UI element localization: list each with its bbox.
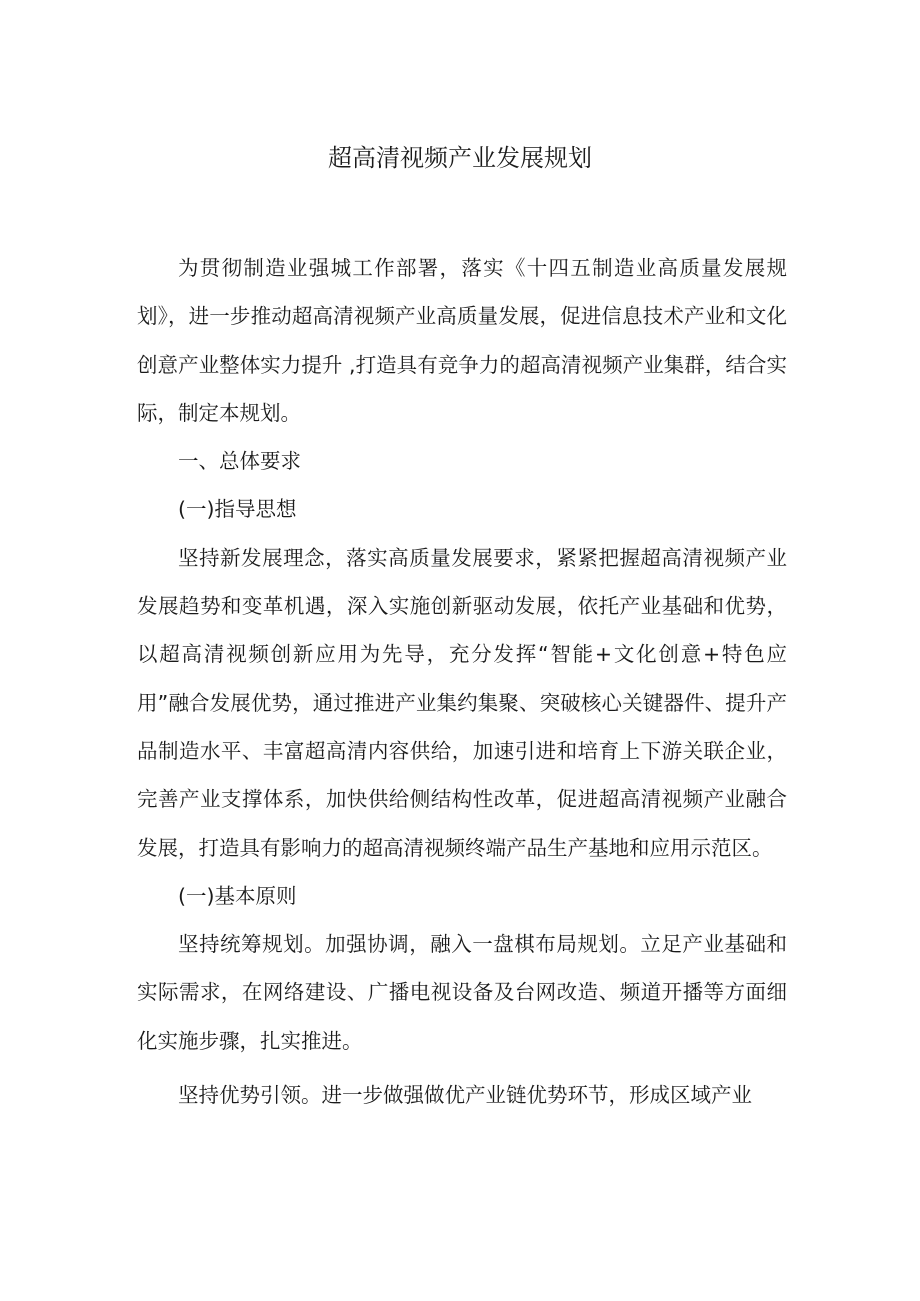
principle-paragraph: 坚持优势引领。进一步做强做优产业链优势环节，形成区域产业 — [178, 1083, 752, 1108]
section-heading-overall-requirements: 一、总体要求 — [178, 449, 301, 474]
document-body — [137, 244, 787, 1119]
intro-paragraph: 为贯彻制造业强城工作部署，落实《十四五制造业高质量发展规划》，进一步推动超高清视频产业高质量发展，促进信息技术产业和文化创意产业整体实力提升 ,打造具有竞争力的超高清视频产业集群，结合实际，制定本规划。 — [137, 256, 787, 425]
document-title: 超高清视频产业发展规划 — [328, 144, 592, 172]
principle-paragraph: 坚持统筹规划。加强协调，融入一盘棋布局规划。立足产业基础和实际需求，在网络建设、广播电视设备及台网改造、频道开播等方面细化实施步骤，扎实推进。 — [137, 932, 787, 1053]
subsection-heading-guiding-ideology: (一)指导思想 — [178, 497, 297, 522]
subsection-heading-basic-principles: (一)基本原则 — [178, 883, 297, 908]
guiding-ideology-paragraph: 坚持新发展理念，落实高质量发展要求，紧紧把握超高清视频产业发展趋势和变革机遇，深入实施创新驱动发展，依托产业基础和优势，以超高清视频创新应用为先导，充分发挥“智能+文化创意+特色应用”融合发展优势，通过推进产业集约集聚、突破核心关键器件、提升产品制造水平、丰富超高清内容供给，加速引进和培育上下游关联企业，完善产业支撑体系，加快供给侧结构性改革，促进超高清视频产业融合发展，打造具有影响力的超高清视频终端产品生产基地和应用示范区。 — [137, 545, 787, 860]
